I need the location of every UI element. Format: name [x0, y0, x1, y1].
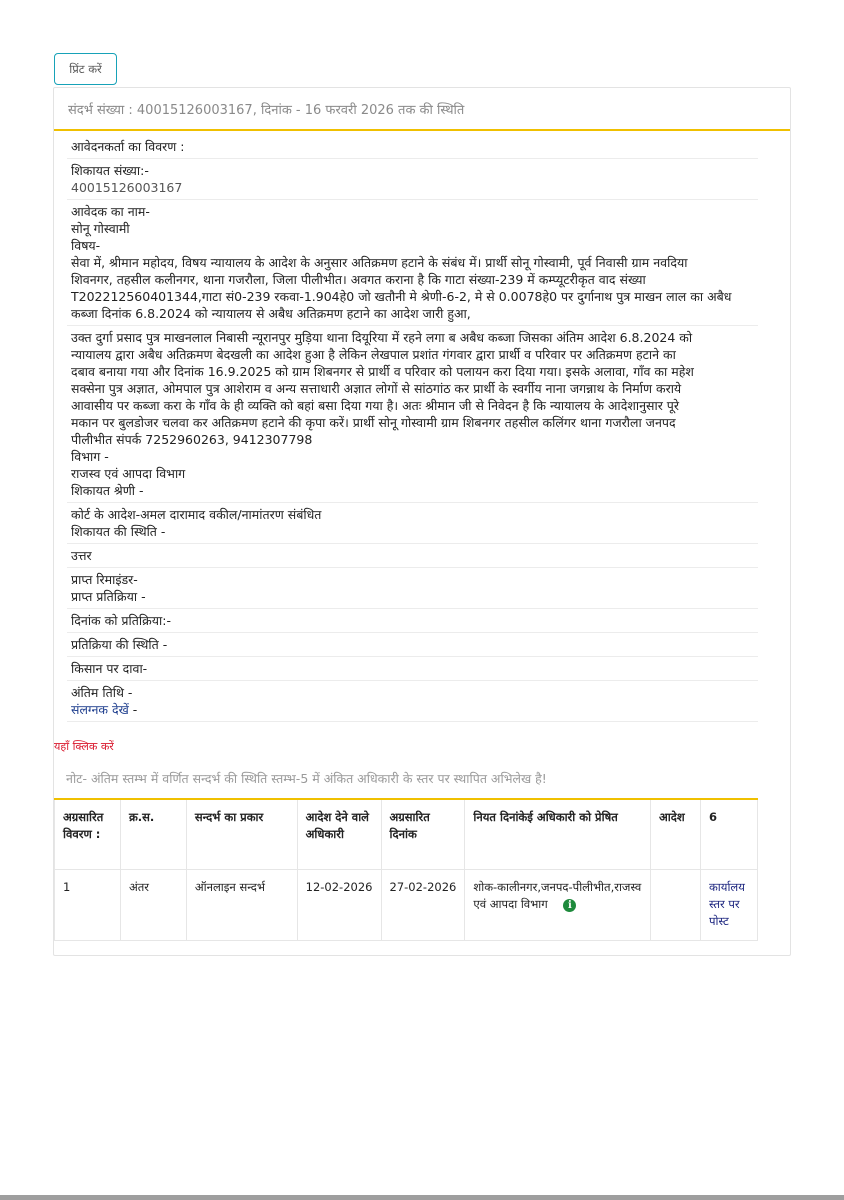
- table-cell-forward-date: 27-02-2026: [381, 869, 465, 940]
- applicant-name-value: सोनू गोस्वामी: [71, 221, 130, 236]
- subject-cont-line: मकान पर बुलडोजर चलवा कर अतिक्रमण हटाने की कृपा करें। प्रार्थी सोनू गोस्वामी ग्राम शिबनगर तहसील कलिंगर थाना गजरौला जनपद: [71, 415, 676, 430]
- office-level-post-link[interactable]: कार्यालय स्तर पर पोस्ट: [708, 879, 745, 928]
- bottom-scroll-bar: [0, 1195, 844, 1200]
- officer-text: शोक-कालीनगर,जनपद-पीलीभीत,राजस्व एवं आपदा विभाग: [473, 879, 642, 911]
- applicant-name-label: आवेदक का नाम-: [71, 204, 150, 219]
- subject-line: T202212560401344,गाटा सं0-239 रकवा-1.904हे0 जो खतौनी मे श्रेणी-6-2, मे से 0.0078हे0 पर दुर्गानाथ पुत्र माखन लाल का अबैध: [71, 289, 732, 304]
- feedback-label: प्राप्त प्रतिक्रिया -: [71, 589, 146, 604]
- column-header: 6: [700, 799, 757, 869]
- complaint-status-label: शिकायत की स्थिति -: [71, 524, 166, 539]
- farmer-claim-row: [67, 657, 758, 681]
- applicant-section-title: आवेदनकर्ता का विवरण :: [71, 139, 185, 154]
- table-cell-status: [700, 869, 757, 940]
- subject-label: विषय-: [71, 238, 101, 253]
- table-cell-order: [651, 869, 701, 940]
- applicant-details: [67, 131, 758, 722]
- table-header-row: [55, 799, 758, 869]
- forwarding-table: [54, 798, 758, 941]
- complaint-number-row: [67, 159, 758, 200]
- attachment-link[interactable]: संलग्नक देखें: [71, 702, 129, 717]
- reply-row: [67, 544, 758, 568]
- column-header: अग्रसारित दिनांक: [381, 799, 465, 869]
- attachment-suffix: -: [128, 702, 138, 717]
- feedback-date-label: दिनांक को प्रतिक्रिया:-: [71, 613, 171, 628]
- department-label: विभाग -: [71, 449, 109, 464]
- department-value: राजस्व एवं आपदा विभाग: [71, 466, 186, 481]
- table-cell-order-date: 12-02-2026: [297, 869, 381, 940]
- reply-label: उत्तर: [71, 548, 92, 563]
- category-value: कोर्ट के आदेश-अमल दारामाद वकील/नामांतरण संबंधित: [71, 507, 322, 522]
- table-row: [55, 869, 758, 940]
- subject-continuation-row: [67, 326, 758, 503]
- reminder-label: प्राप्त रिमाइंडर-: [71, 572, 138, 587]
- subject-cont-line: दबाव बनाया गया और दिनांक 16.9.2025 को ग्राम शिबनगर से प्रार्थी व परिवार को पलायन करा दिया गया। इसके अलावा, गाँव का महेश: [71, 364, 694, 379]
- complaint-number-label: शिकायत संख्या:-: [71, 163, 149, 178]
- print-button[interactable]: प्रिंट करें: [54, 53, 117, 85]
- note-text: नोट- अंतिम स्तम्भ में वर्णित सन्दर्भ की स्थिति स्तम्भ-5 में अंकित अधिकारी के स्तर पर स्थापित अभिलेख है!: [66, 771, 547, 786]
- category-label: शिकायत श्रेणी -: [71, 483, 144, 498]
- table-cell-officer: [465, 869, 651, 940]
- table-cell-reference-type: ऑनलाइन सन्दर्भ: [186, 869, 297, 940]
- feedback-status-label: प्रतिक्रिया की स्थिति -: [71, 637, 168, 652]
- applicant-section-row: [67, 135, 758, 159]
- subject-cont-line: न्यायालय द्वारा अबैध अतिक्रमण बेदखली का आदेश हुआ है लेकिन लेखपाल प्रशांत गंगवार द्वारा प्रार्थी व परिवार पर अतिक्रमण हटाने का: [71, 347, 676, 362]
- column-header: आदेश: [651, 799, 701, 869]
- last-date-row: [67, 681, 758, 722]
- column-header: नियत दिनांकेई अधिकारी को प्रेषित: [465, 799, 651, 869]
- column-header: सन्दर्भ का प्रकार: [186, 799, 297, 869]
- subject-line: सेवा में, श्रीमान महोदय, विषय न्यायालय के आदेश के अनुसार अतिक्रमण हटाने के संबंध में। प्रार्थी सोनू गोस्वामी, पूर्व निवासी ग्राम नवदिया: [71, 255, 688, 270]
- feedback-status-row: [67, 633, 758, 657]
- subject-cont-line: उक्त दुर्गा प्रसाद पुत्र माखनलाल निबासी न्यूरानपुर मुड़िया थाना दियूरिया में रहने लगा ब अबैध कब्जा जिसका अंतिम आदेश 6.8.2024 को: [71, 330, 693, 345]
- reference-header: संदर्भ संख्या : 40015126003167, दिनांक - 16 फरवरी 2026 तक की स्थिति: [54, 88, 790, 131]
- complaint-number-value: 40015126003167: [71, 180, 183, 195]
- subject-cont-line: पीलीभीत संपर्क 7252960263, 9412307798: [71, 432, 313, 447]
- attachment-line: [71, 701, 755, 718]
- subject-line: कब्जा दिनांक 6.8.2024 को न्यायालय से अबैध अतिक्रमण हटाने का आदेश जारी हुआ,: [71, 306, 471, 321]
- applicant-subject-row: [67, 200, 758, 326]
- last-date-label: अंतिम तिथि -: [71, 685, 133, 700]
- table-cell-serial: 1: [55, 869, 121, 940]
- farmer-claim-label: किसान पर दावा-: [71, 661, 148, 676]
- table-cell-type-short: अंतर: [120, 869, 186, 940]
- subject-cont-line: आवासीय पर कब्जा करा के गाँव के ही व्यक्ति को बहां बसा दिया गया है। अतः श्रीमान जी से निवेदन है कि न्यायालय के आदेशानुसार पूरे: [71, 398, 679, 413]
- category-row: [67, 503, 758, 544]
- column-header: क्र.स.: [120, 799, 186, 869]
- info-icon[interactable]: i: [563, 899, 576, 912]
- click-here-link[interactable]: यहाँ क्लिक करें: [54, 740, 114, 753]
- feedback-date-row: [67, 609, 758, 633]
- column-header: आदेश देने वाले अधिकारी: [297, 799, 381, 869]
- column-header: अग्रसारित विवरण :: [55, 799, 121, 869]
- subject-cont-line: सक्सेना पुत्र अज्ञात, ओमपाल पुत्र आशेराम व अन्य सत्ताधारी अज्ञात लोगों से सांठगांठ कर प्रार्थी के स्वर्गीय नाना जगन्नाथ के निर्माण कराये: [71, 381, 682, 396]
- subject-line: शिवनगर, तहसील कलीनगर, थाना गजरौला, जिला पीलीभीत। अवगत कराना है कि गाटा संख्या-239 में कम्प्यूटरीकृत वाद संख्या: [71, 272, 646, 287]
- reminder-row: [67, 568, 758, 609]
